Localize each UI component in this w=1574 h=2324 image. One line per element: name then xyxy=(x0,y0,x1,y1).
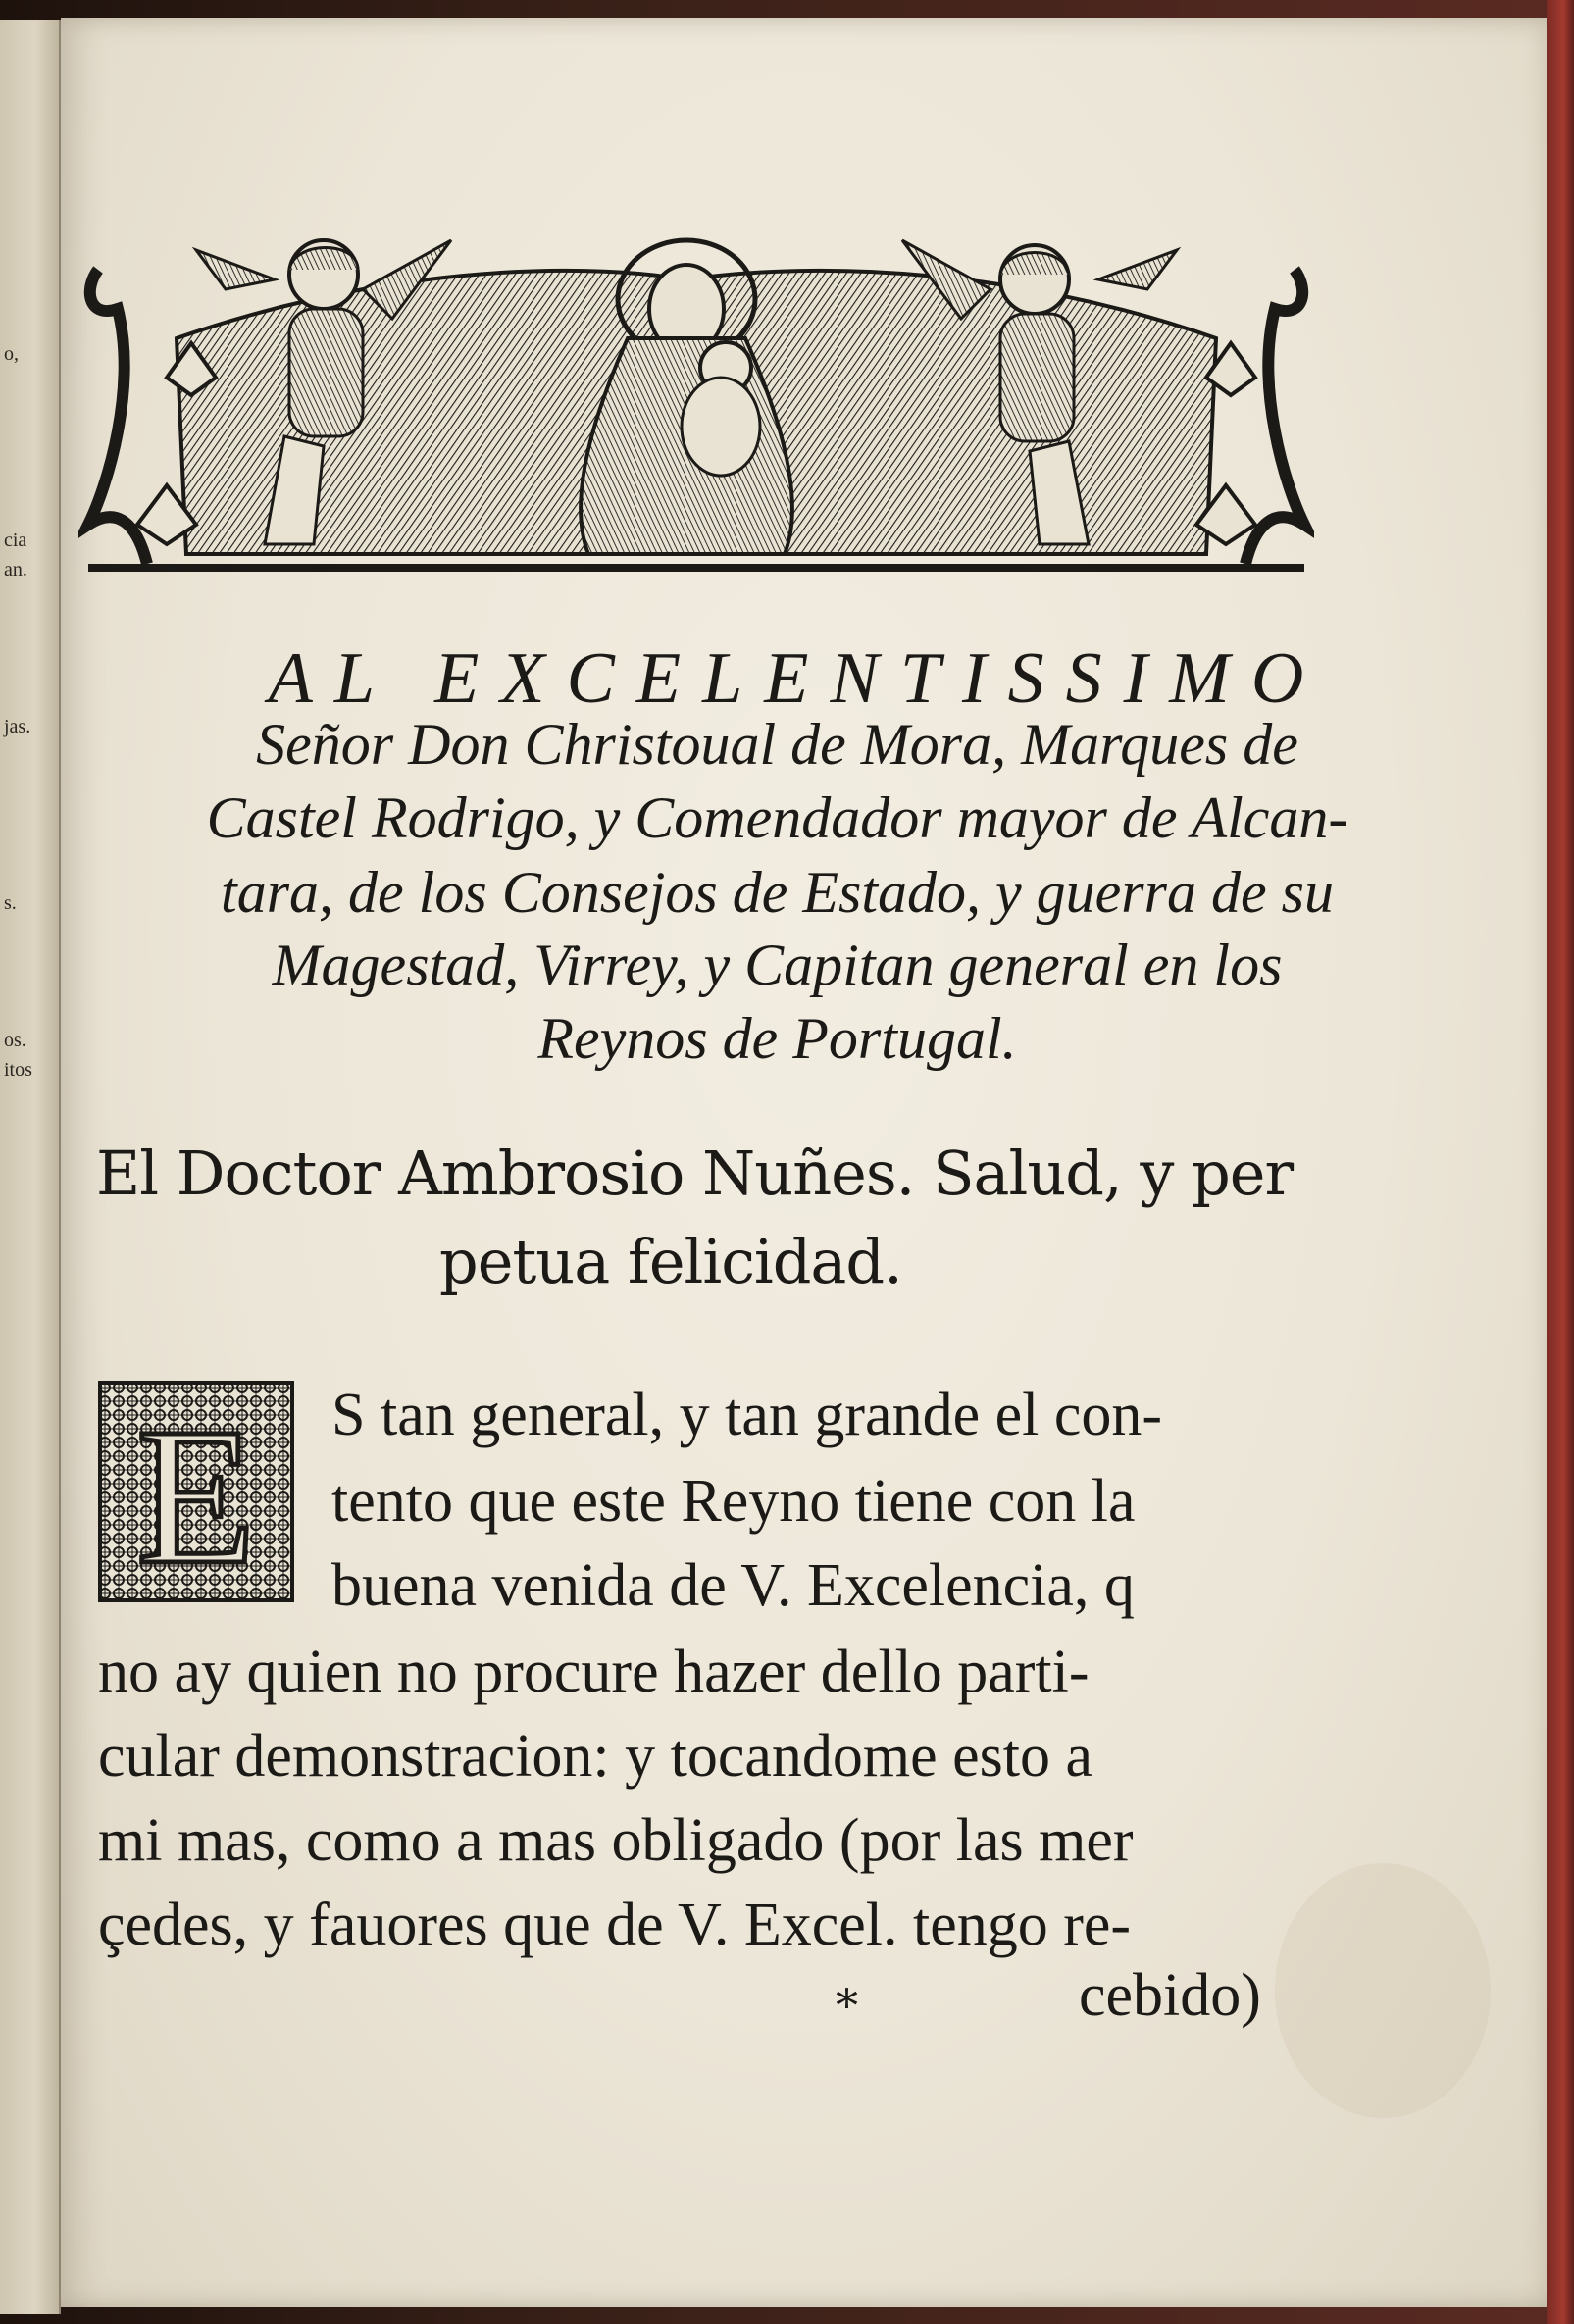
body-line-6: mi mas, como a mas obligado (por las mer xyxy=(98,1807,1134,1874)
greeting-heading-line-1: El Doctor Ambrosio Nuñes. Salud, y per xyxy=(96,1137,1294,1209)
edge-fragment: itos xyxy=(4,1059,32,1081)
woodcut-headpiece xyxy=(78,230,1314,593)
body-line-4: no ay quien no procure hazer dello parti- xyxy=(98,1639,1090,1705)
edge-fragment: jas. xyxy=(4,716,31,737)
body-line-2: tento que este Reyno tiene con la xyxy=(331,1468,1136,1535)
title-line-2: Señor Don Christoual de Mora, Marques de xyxy=(256,712,1298,777)
signature-mark: * xyxy=(836,1979,858,2032)
greeting-heading-line-2: petua felicidad. xyxy=(439,1226,902,1297)
edge-fragment: s. xyxy=(4,892,17,914)
edge-fragment: o, xyxy=(4,343,19,365)
title-line-6: Reynos de Portugal. xyxy=(537,1006,1017,1071)
page-edge-red xyxy=(1547,0,1574,2324)
previous-page-edge xyxy=(0,20,61,2314)
title-line-5: Magestad, Virrey, y Capitan general en los xyxy=(272,933,1283,997)
body-line-1: S tan general, y tan grande el con- xyxy=(331,1382,1162,1448)
body-line-7: çedes, y fauores que de V. Excel. tengo re- xyxy=(98,1892,1132,1958)
edge-fragment: os. xyxy=(4,1030,26,1051)
body-line-3: buena venida de V. Excelencia, q xyxy=(331,1552,1135,1619)
drop-cap-letter: E xyxy=(135,1389,257,1602)
edge-fragment: cia xyxy=(4,530,27,551)
body-line-5: cular demonstracion: y tocandome esto a xyxy=(98,1723,1093,1790)
catchword: cebido) xyxy=(1079,1962,1261,2029)
title-line-4: tara, de los Consejos de Estado, y guerra de su xyxy=(221,860,1334,925)
paper-stain xyxy=(1275,1863,1491,2118)
title-line-3: Castel Rodrigo, y Comendador mayor de Alcan- xyxy=(206,785,1348,850)
title-line-1: AL EXCELENTISSIMO xyxy=(268,638,1326,719)
edge-fragment: an. xyxy=(4,559,27,581)
drop-cap-initial xyxy=(98,1381,294,1602)
